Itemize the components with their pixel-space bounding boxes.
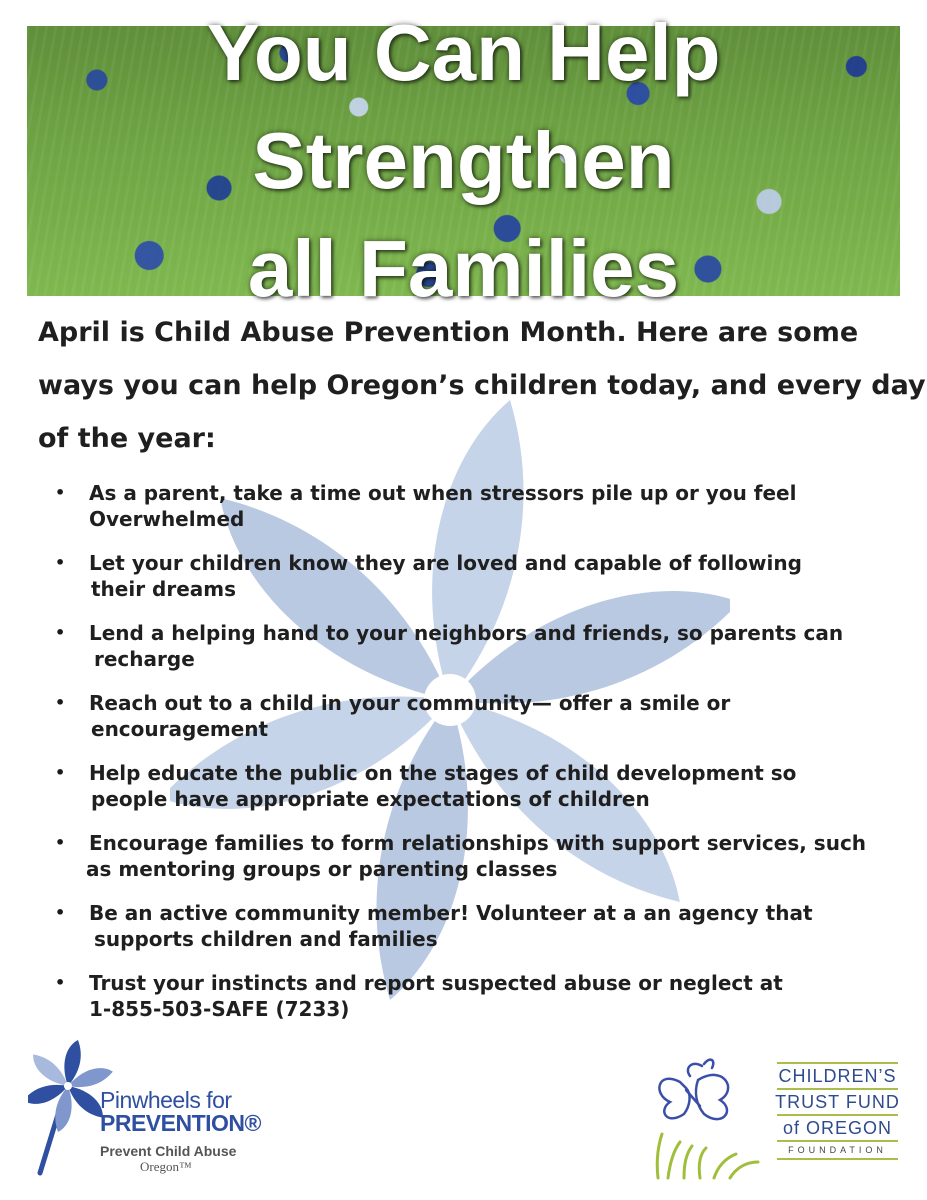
logo-left-line-2: PREVENTION® [100,1110,261,1136]
intro-line-1: April is Child Abuse Prevention Month. Here are some [38,317,859,348]
intro-paragraph [38,306,926,465]
list-item-line-1: Lend a helping hand to your neighbors and friends, so parents can [89,621,844,645]
list-item-line-2: recharge [94,647,195,671]
bullet-icon: • [55,973,66,992]
bullet-icon: • [55,763,66,782]
list-item-line-1: Be an active community member! Volunteer at a an agency that [89,901,813,925]
logo-left-line-1: Pinwheels for [100,1087,232,1113]
bullet-icon: • [55,693,66,712]
hero-title [27,8,900,313]
bullet-icon: • [55,833,66,852]
logo-right-line-1: CHILDREN’S [778,1066,897,1086]
logo-left-line-3: Prevent Child Abuse [100,1143,237,1159]
logo-left-line-4: Oregon™ [140,1159,192,1174]
list-item-line-1: Let your children know they are loved and capable of following [89,551,802,575]
logo-right-line-4: FOUNDATION [788,1145,887,1155]
bullet-icon: • [55,623,66,642]
list-item-line-2: 1-855-503-SAFE (7233) [89,997,350,1021]
childrens-trust-fund-logo [775,1062,900,1160]
list-item-line-1: Encourage families to form relationships with support services, such [89,831,867,855]
list-item-line-2: people have appropriate expectations of children [91,787,650,811]
list-item-line-2: encouragement [91,717,269,741]
hero-title-line-2: all Families [247,224,680,313]
hero-banner [27,8,900,313]
bullet-icon: • [55,903,66,922]
butterfly-grass-icon [640,1050,770,1180]
list-item-line-2: as mentoring groups or parenting classes [86,857,558,881]
logo-right-line-3: of OREGON [782,1118,893,1138]
bullet-icon: • [55,553,66,572]
list-item-line-2: supports children and families [94,927,438,951]
hero-title-line-1: You Can Help Strengthen [206,8,721,205]
list-item-line-2: their dreams [91,577,237,601]
list-item-line-2: Overwhelmed [89,507,245,531]
list-item-line-1: As a parent, take a time out when stressors pile up or you feel [89,481,797,505]
intro-line-3: of the year: [38,423,216,454]
bullet-icon: • [55,483,66,502]
logo-right-line-2: TRUST FUND [775,1092,900,1112]
intro-line-2: ways you can help Oregon’s children today, and every day [38,370,926,401]
list-item-line-1: Help educate the public on the stages of child development so [89,761,797,785]
list-item-line-1: Trust your instincts and report suspected abuse or neglect at [89,971,783,995]
list-item-line-1: Reach out to a child in your community— offer a smile or [89,691,731,715]
logo-divider [777,1158,898,1160]
